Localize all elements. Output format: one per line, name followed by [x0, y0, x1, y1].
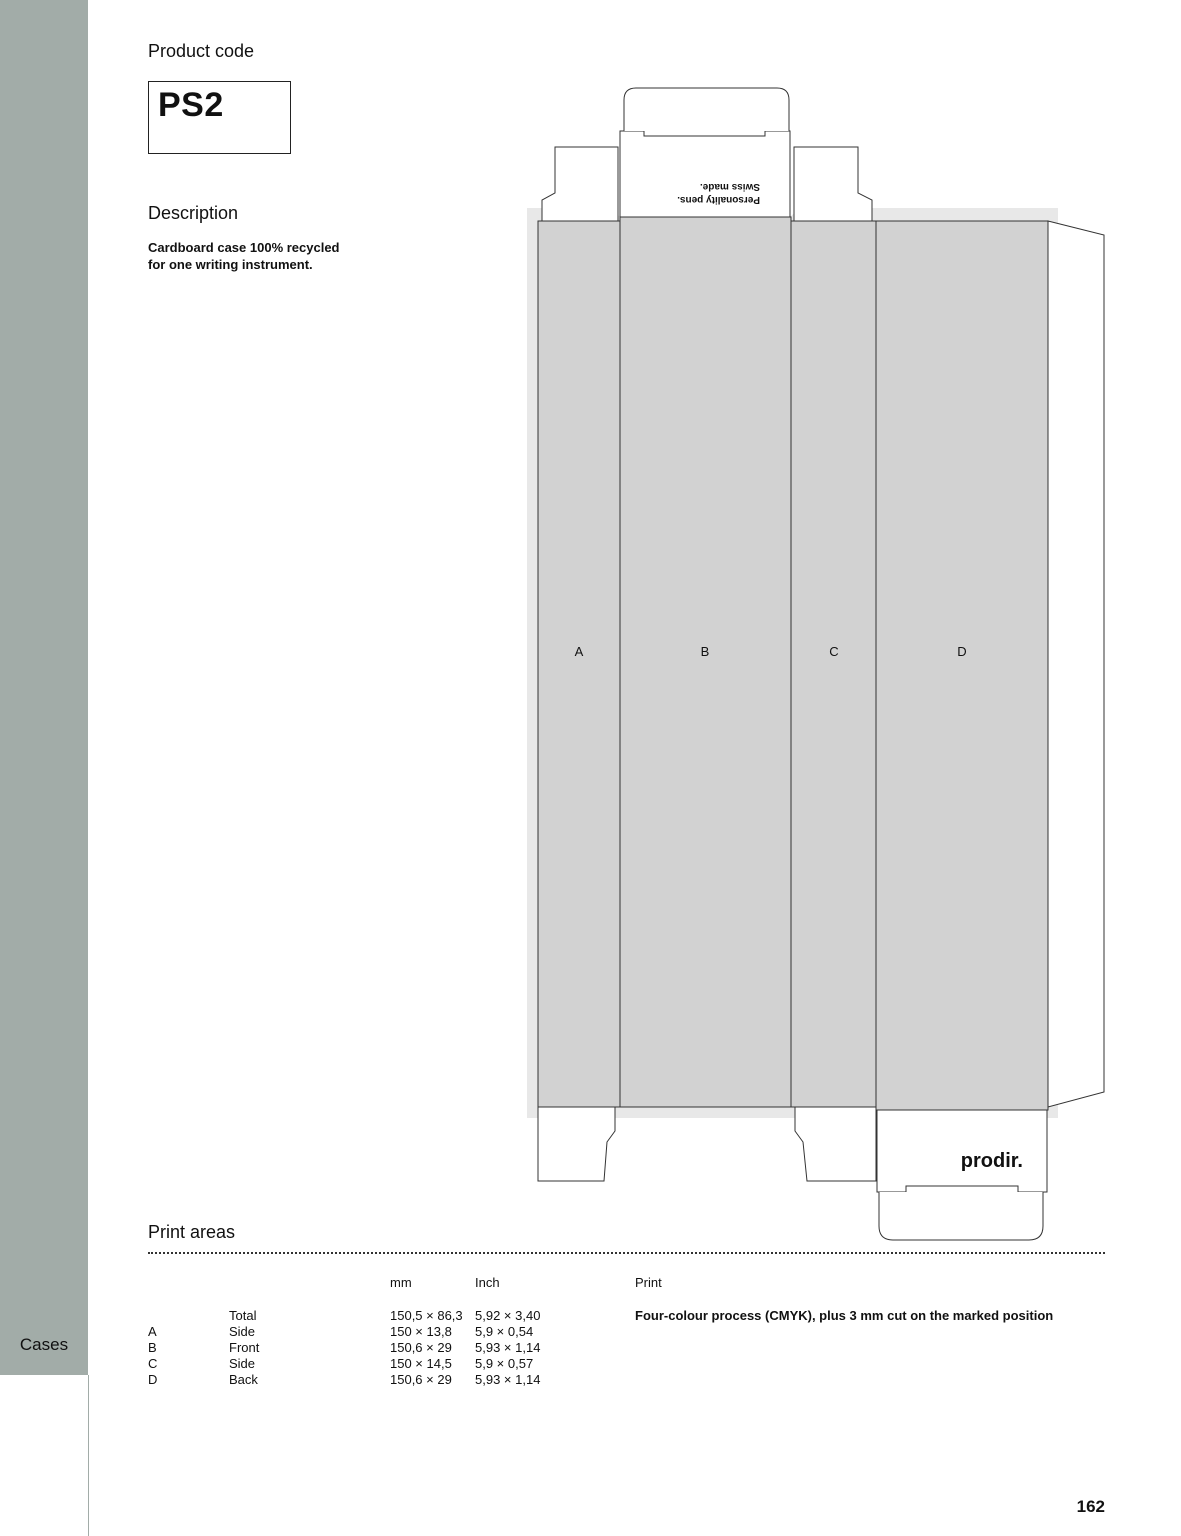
- panel-label-c: C: [829, 644, 839, 659]
- row-mm: 150,6 × 29: [390, 1340, 452, 1355]
- top-dust-flap-left: [542, 147, 618, 221]
- row-mm: 150,6 × 29: [390, 1372, 452, 1387]
- panel-b: [620, 217, 791, 1107]
- row-inch: 5,93 × 1,14: [475, 1340, 541, 1355]
- bottom-tongue: [879, 1192, 1043, 1240]
- row-name: Side: [229, 1356, 256, 1371]
- row-mm: 150,5 × 86,3: [390, 1308, 463, 1323]
- row-mm: 150 × 13,8: [390, 1324, 452, 1339]
- col-header-inch: Inch: [475, 1275, 500, 1290]
- top-dust-flap-right: [794, 147, 872, 221]
- row-inch: 5,93 × 1,14: [475, 1372, 541, 1387]
- row-name: Total: [229, 1308, 257, 1323]
- row-id: A: [148, 1324, 157, 1339]
- bottom-dust-flap-left: [538, 1107, 615, 1181]
- print-areas-heading: Print areas: [148, 1222, 236, 1242]
- product-code: PS2: [158, 86, 224, 124]
- bottom-dust-flap-right: [795, 1107, 876, 1181]
- col-header-print: Print: [635, 1275, 662, 1290]
- description-heading: Description: [148, 203, 239, 223]
- section-label: Cases: [19, 1335, 69, 1354]
- row-mm: 150 × 14,5: [390, 1356, 452, 1371]
- row-name: Back: [229, 1372, 258, 1387]
- panel-label-d: D: [957, 644, 967, 659]
- panel-c: [791, 221, 876, 1107]
- description-line: for one writing instrument.: [148, 257, 313, 272]
- row-inch: 5,9 × 0,57: [475, 1356, 534, 1371]
- row-name: Front: [229, 1340, 260, 1355]
- row-inch: 5,9 × 0,54: [475, 1324, 534, 1339]
- panel-label-b: B: [700, 644, 710, 659]
- row-id: C: [148, 1356, 158, 1371]
- prodir-logo: prodir.: [960, 1150, 1023, 1172]
- page-number: 162: [1076, 1497, 1105, 1516]
- glue-flap: [1048, 221, 1104, 1107]
- col-header-mm: mm: [390, 1275, 412, 1290]
- product-code-heading: Product code: [148, 41, 255, 61]
- row-name: Side: [229, 1324, 256, 1339]
- panel-label-a: A: [574, 644, 584, 659]
- dotted-divider: [148, 1252, 1105, 1254]
- flap-tagline-sub: Swiss made.: [699, 181, 760, 192]
- panel-a: [538, 221, 620, 1107]
- flap-tagline: Personality pens.: [677, 194, 760, 205]
- row-id: B: [148, 1340, 157, 1355]
- row-inch: 5,92 × 3,40: [475, 1308, 541, 1323]
- row-print-method: Four-colour process (CMYK), plus 3 mm cut on the marked position: [635, 1308, 1054, 1323]
- description-line: Cardboard case 100% recycled: [148, 240, 340, 255]
- top-tongue: [624, 88, 789, 131]
- panel-d: [876, 221, 1048, 1110]
- row-id: D: [148, 1372, 158, 1387]
